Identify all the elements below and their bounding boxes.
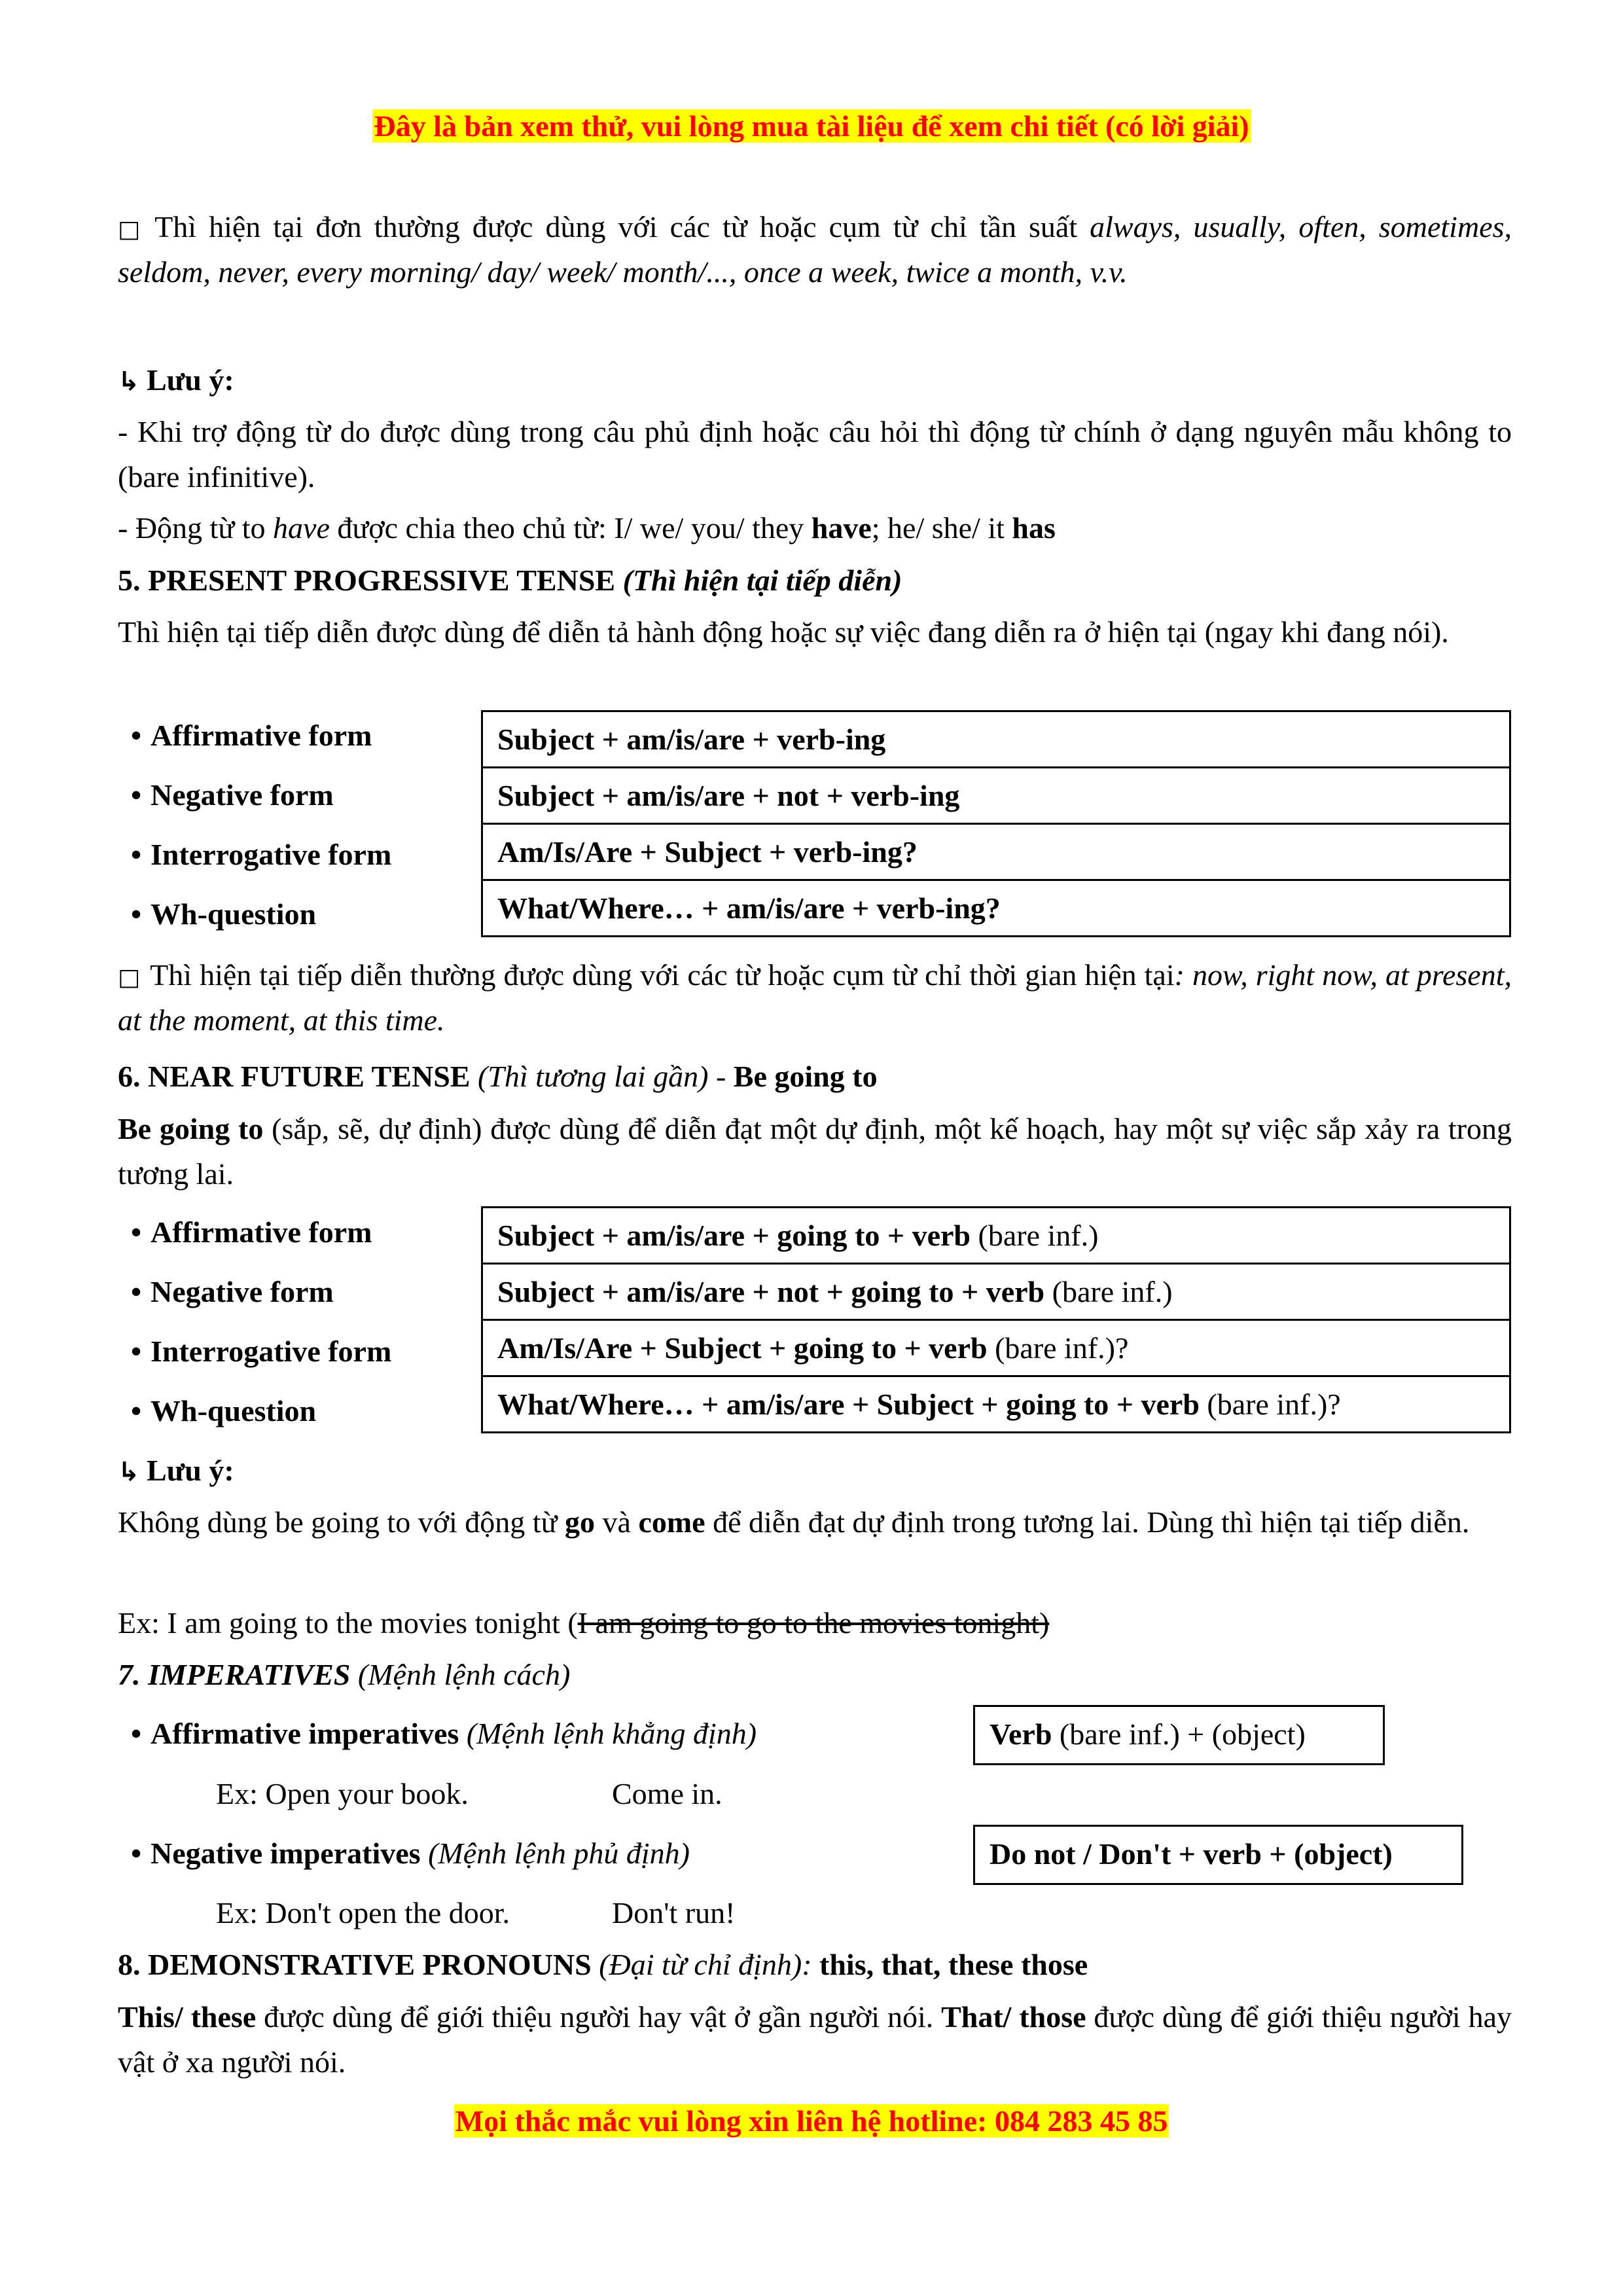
negative-example-2: Don't run! <box>612 1896 736 1929</box>
s5-formula-interrogative: Am/Is/Are + Subject + verb-ing? <box>481 823 1511 881</box>
note-line-2: - Động từ to have được chia theo chủ từ: I/ we/ you/ they have; he/ she/ it has <box>118 511 1056 545</box>
simple-present-note: □ Thì hiện tại đơn thường được dùng với các từ hoặc cụm từ chỉ tần suất always, usually, often, sometimes, seldom, never, every morning/ day/ week/ month/..., once a week, twice a month, v.v. <box>118 210 1512 289</box>
preview-banner-text: Đây là bản xem thử, vui lòng mua tài liệu để xem chi tiết (có lời giải) <box>374 109 1249 143</box>
s6-row-label-affirmative: • Affirmative form <box>131 1215 372 1249</box>
note-2-title: ↳ Lưu ý: <box>118 1448 1512 1493</box>
section-5-note: □ Thì hiện tại tiếp diễn thường được dùng với các từ hoặc cụm từ chỉ thời gian hiện tại: now, right now, at present, at the moment, at this time. <box>118 958 1512 1037</box>
section-8-paragraph: This/ these được dùng để giới thiệu người hay vật ở gần người nói. That/ those được dùng để giới thiệu người hay vật ở xa người nói. <box>118 2000 1512 2079</box>
hotline-banner-text: Mọi thắc mắc vui lòng xin liên hệ hotline: 084 283 45 85 <box>455 2104 1168 2138</box>
s6-row-label-interrogative: • Interrogative form <box>131 1335 392 1368</box>
affirmative-imperatives-box: Verb (bare inf.) + (object) <box>973 1705 1385 1765</box>
note-2-example: Ex: I am going to the movies tonight (I am going to go to the movies tonight) <box>118 1606 1050 1640</box>
square-bullet-icon: □ <box>118 216 141 243</box>
note-arrow-icon: ↳ <box>118 1457 140 1487</box>
note-2-text: Không dùng be going to với động từ go và come để diễn đạt dự định trong tương lai. Dùng thì hiện tại tiếp diễn. <box>118 1505 1470 1539</box>
s5-formula-wh: What/Where… + am/is/are + verb-ing? <box>481 879 1511 937</box>
s5-row-label-negative: • Negative form <box>131 778 334 812</box>
affirmative-example-1: Ex: Open your book. <box>216 1777 469 1810</box>
hotline-banner <box>0 2098 1623 2144</box>
s5-formula-negative: Subject + am/is/are + not + verb-ing <box>481 766 1511 825</box>
note-arrow-icon: ↳ <box>118 367 140 397</box>
s5-row-label-affirmative: • Affirmative form <box>131 719 372 752</box>
s5-row-label-interrogative: • Interrogative form <box>131 838 392 871</box>
s6-row-label-wh: • Wh-question <box>131 1394 317 1427</box>
section-6-heading: 6. NEAR FUTURE TENSE (Thì tương lai gần) - Be going to <box>118 1060 878 1093</box>
preview-banner <box>0 103 1623 149</box>
negative-imperatives-box: Do not / Don't + verb + (object) <box>973 1825 1463 1885</box>
square-bullet-icon: □ <box>118 964 141 991</box>
section-6-description: Be going to (sắp, sẽ, dự định) được dùng để diễn đạt một dự định, một kế hoạch, hay một sự việc sắp xảy ra trong tương lai. <box>118 1112 1512 1191</box>
affirmative-imperatives-label: • Affirmative imperatives (Mệnh lệnh khẳng định) <box>131 1717 757 1750</box>
s6-formula-interrogative: Am/Is/Are + Subject + going to + verb (bare inf.)? <box>481 1319 1511 1377</box>
note-line-1: - Khi trợ động từ do được dùng trong câu phủ định hoặc câu hỏi thì động từ chính ở dạng nguyên mẫu không to (bare infinitive). <box>118 415 1512 493</box>
note-title: ↳ Lưu ý: <box>118 357 1512 403</box>
negative-imperatives-label: • Negative imperatives (Mệnh lệnh phủ định) <box>131 1837 690 1870</box>
s6-formula-affirmative: Subject + am/is/are + going to + verb (bare inf.) <box>481 1206 1511 1265</box>
s6-formula-negative: Subject + am/is/are + not + going to + verb (bare inf.) <box>481 1263 1511 1321</box>
s5-formula-affirmative: Subject + am/is/are + verb-ing <box>481 710 1511 768</box>
section-7-heading: 7. IMPERATIVES (Mệnh lệnh cách) <box>118 1658 571 1691</box>
s6-formula-wh: What/Where… + am/is/are + Subject + going to + verb (bare inf.)? <box>481 1375 1511 1433</box>
s5-row-label-wh: • Wh-question <box>131 897 317 931</box>
s6-row-label-negative: • Negative form <box>131 1275 334 1308</box>
section-8-heading: 8. DEMONSTRATIVE PRONOUNS (Đại từ chỉ định): this, that, these those <box>118 1948 1088 1981</box>
affirmative-example-2: Come in. <box>612 1777 722 1810</box>
section-5-description: Thì hiện tại tiếp diễn được dùng để diễn tả hành động hoặc sự việc đang diễn ra ở hiện tại (ngay khi đang nói). <box>118 615 1449 649</box>
section-5-heading: 5. PRESENT PROGRESSIVE TENSE (Thì hiện tại tiếp diễn) <box>118 564 902 597</box>
negative-example-1: Ex: Don't open the door. <box>216 1896 510 1929</box>
